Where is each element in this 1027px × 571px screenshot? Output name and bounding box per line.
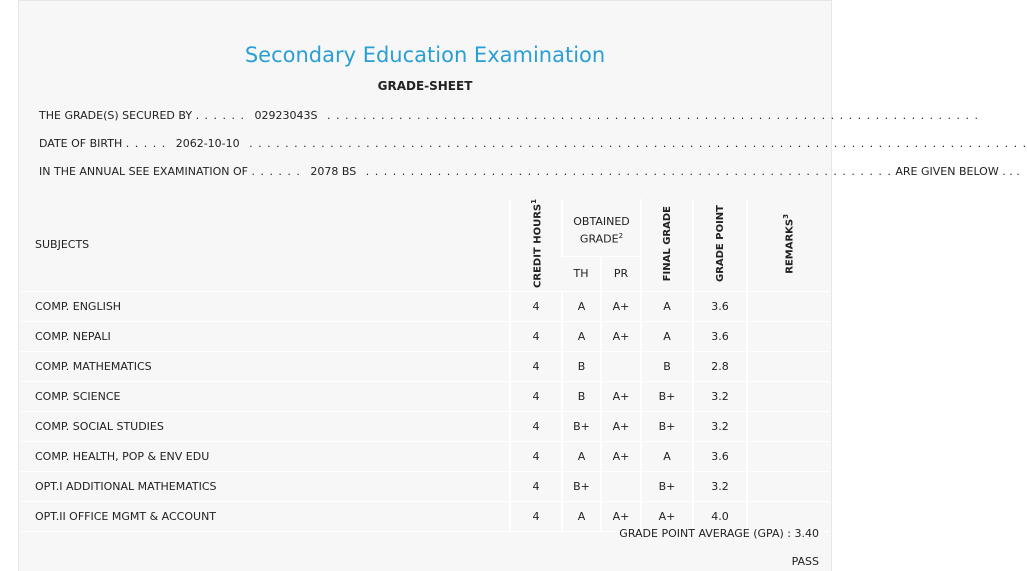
dots: . . . . . . [195, 109, 246, 122]
gpa-value: 3.40 [794, 527, 819, 540]
symbol-number: 02923043S [254, 109, 318, 122]
grade-point: 3.6 [693, 441, 747, 471]
subject-name: COMP. HEALTH, POP & ENV EDU [21, 441, 510, 471]
credit-hours: 4 [510, 471, 562, 501]
dots: . . . . . [125, 137, 167, 150]
table-row [21, 351, 829, 381]
final-grade: A+ [641, 501, 693, 531]
credit-hours: 4 [510, 381, 562, 411]
grades-table [21, 199, 829, 532]
credit-hours: 4 [510, 291, 562, 321]
subject-name: OPT.I ADDITIONAL MATHEMATICS [21, 471, 510, 501]
grade-th: A [562, 291, 601, 321]
final-grade: A [641, 321, 693, 351]
grade-point: 3.6 [693, 321, 747, 351]
table-row [21, 411, 829, 441]
dots: . . . . . . . . . . . . . . . . . . . . . . . . . . . . . . . . . . . . . . . . . . . . . . . . . . . . . . . . . . . . . . . . . . . . . . . . . . . . . . . . . . . . . . . [249, 137, 1027, 150]
credit-hours: 4 [510, 321, 562, 351]
exam-label: IN THE ANNUAL SEE EXAMINATION OF [39, 165, 248, 178]
header-credit-hours: CREDIT HOURS$^1$ [510, 199, 562, 291]
gpa-line [619, 527, 819, 540]
table-row [21, 471, 829, 501]
grade-th: A [562, 501, 601, 531]
dots: . . . . . . [251, 165, 301, 178]
grade-point: 3.2 [693, 411, 747, 441]
grade-pr: A+ [601, 291, 641, 321]
dots: . . . . . . . . . . . . . . . . . . . . . . . . . . . . . . . . . . . . . . . . . . . . . . . . . . . . . . . . . . . . . . . . . . . . . . . . . [327, 109, 980, 122]
grade-th: B+ [562, 471, 601, 501]
info-line-dob [39, 137, 1027, 150]
header-grade-point: GRADE POINT [693, 199, 747, 291]
remarks [747, 321, 829, 351]
grade-point: 2.8 [693, 351, 747, 381]
final-grade: B+ [641, 411, 693, 441]
header-subjects: SUBJECTS [21, 199, 510, 291]
header-obtained-grade: OBTAINED GRADE$^2$ [562, 199, 641, 256]
final-grade: B+ [641, 381, 693, 411]
remarks [747, 411, 829, 441]
remarks [747, 351, 829, 381]
grade-point: 3.2 [693, 381, 747, 411]
final-grade: B [641, 351, 693, 381]
subject-name: OPT.II OFFICE MGMT & ACCOUNT [21, 501, 510, 531]
info-line-student [39, 109, 979, 122]
grade-th: B+ [562, 411, 601, 441]
remarks [747, 291, 829, 321]
credit-hours: 4 [510, 351, 562, 381]
header-remarks: REMARKS$^3$ [747, 199, 829, 291]
final-grade: A [641, 291, 693, 321]
date-of-birth: 2062-10-10 [175, 137, 240, 150]
result-status: PASS [791, 555, 819, 568]
remarks [747, 381, 829, 411]
header-final-grade: FINAL GRADE [641, 199, 693, 291]
table-row [21, 291, 829, 321]
grade-th: A [562, 441, 601, 471]
table-row [21, 321, 829, 351]
given-below: ARE GIVEN BELOW . . . [895, 165, 1020, 178]
final-grade: A [641, 441, 693, 471]
grade-pr: A+ [601, 381, 641, 411]
grade-pr: A+ [601, 321, 641, 351]
grade-pr: A+ [601, 411, 641, 441]
subject-name: COMP. SCIENCE [21, 381, 510, 411]
grade-pr: A+ [601, 441, 641, 471]
exam-year: 2078 BS [310, 165, 357, 178]
credit-hours: 4 [510, 441, 562, 471]
grade-point: 3.6 [693, 291, 747, 321]
gpa-label: GRADE POINT AVERAGE (GPA) : [619, 527, 791, 540]
student-label: THE GRADE(S) SECURED BY [39, 109, 193, 122]
header-th: TH [562, 256, 601, 291]
remarks [747, 441, 829, 471]
grade-th: B [562, 351, 601, 381]
grade-pr: A+ [601, 501, 641, 531]
subject-name: COMP. ENGLISH [21, 291, 510, 321]
grade-th: B [562, 381, 601, 411]
subject-name: COMP. SOCIAL STUDIES [21, 411, 510, 441]
table-row [21, 441, 829, 471]
subject-name: COMP. MATHEMATICS [21, 351, 510, 381]
grade-sheet [18, 0, 1027, 571]
info-line-exam [39, 165, 1020, 178]
dob-label: DATE OF BIRTH [39, 137, 123, 150]
grade-pr [601, 471, 641, 501]
header-pr: PR [601, 256, 641, 291]
grade-pr [601, 351, 641, 381]
subject-name: COMP. NEPALI [21, 321, 510, 351]
credit-hours: 4 [510, 411, 562, 441]
grade-point: 3.2 [693, 471, 747, 501]
final-grade: B+ [641, 471, 693, 501]
credit-hours: 4 [510, 501, 562, 531]
grade-sheet-heading: GRADE-SHEET [377, 79, 473, 93]
page-title: Secondary Education Examination [244, 43, 606, 67]
table-row [21, 381, 829, 411]
dots: . . . . . . . . . . . . . . . . . . . . . . . . . . . . . . . . . . . . . . . . . . . . . . . . . . . . . . . . . . . [365, 165, 892, 178]
grade-th: A [562, 321, 601, 351]
grade-point: 4.0 [693, 501, 747, 531]
remarks [747, 471, 829, 501]
